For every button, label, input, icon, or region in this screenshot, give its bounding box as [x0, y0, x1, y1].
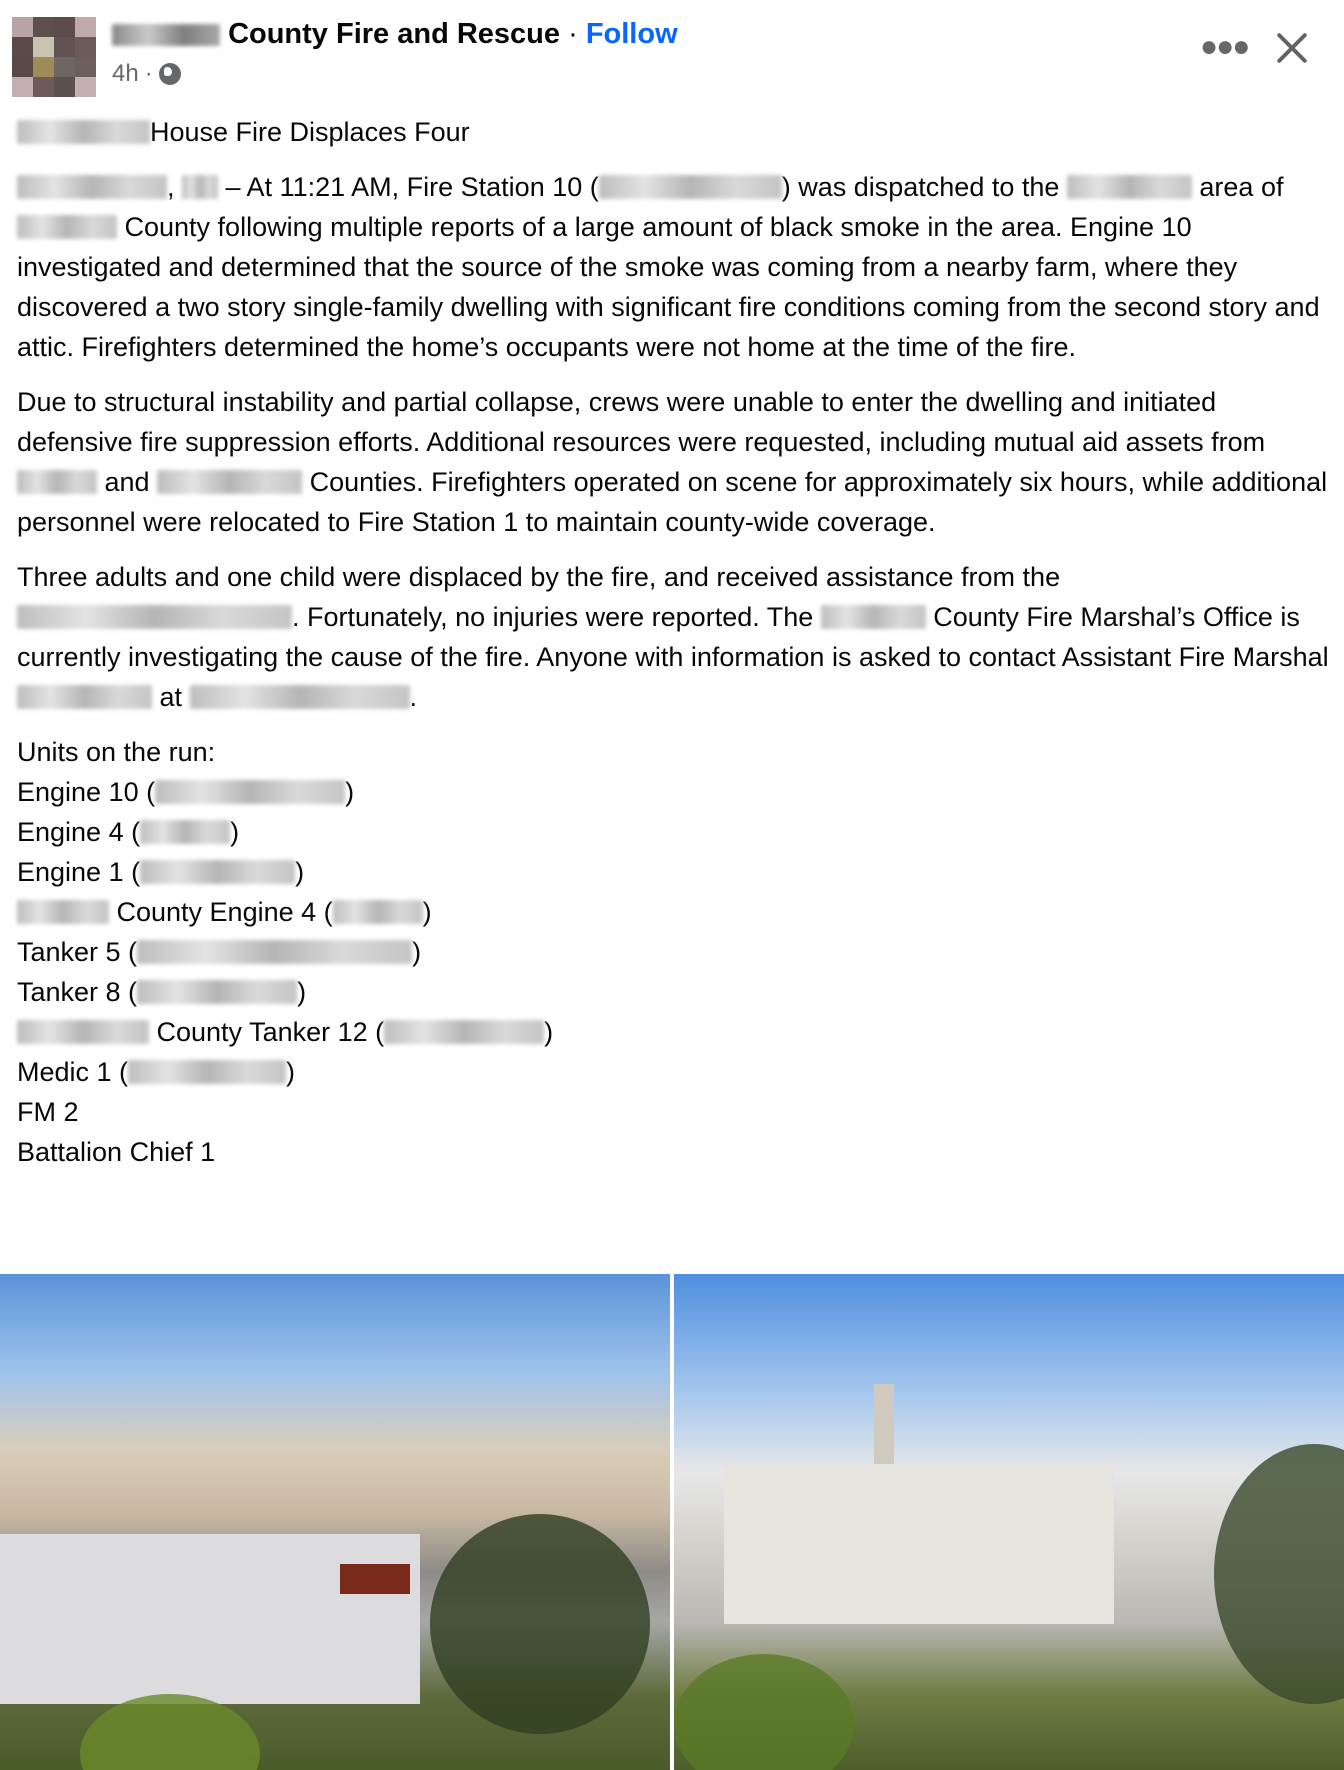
paragraph-3	[17, 557, 1339, 717]
photo-house-fire-1[interactable]	[0, 1274, 670, 1770]
text-segment: Medic 1 (	[17, 1057, 129, 1087]
redacted-text	[17, 900, 109, 924]
text-segment: and	[97, 467, 158, 497]
text-segment: )	[297, 977, 307, 1007]
page-name-link[interactable]: County Fire and Rescue	[228, 18, 561, 50]
text-segment: Counties. Firefighters operated on scene for approximately six hours, while additional personnel were relocated to Fire Station 1 to maintain county-wide coverage.	[17, 467, 1328, 537]
units-list	[17, 732, 1339, 1172]
redacted-text	[190, 685, 410, 709]
text-segment: .	[409, 682, 418, 712]
text-segment: ) was dispatched to the	[781, 172, 1067, 202]
text-segment: – At 11:21 AM, Fire Station 10 (	[218, 172, 599, 202]
unit-item	[17, 932, 1339, 972]
text-segment: . Fortunately, no injuries were reported. The	[292, 602, 821, 632]
redacted-text	[17, 470, 97, 494]
post-body	[17, 112, 1339, 1172]
post-meta	[112, 60, 181, 88]
redacted-text	[137, 940, 412, 964]
text-segment: Engine 1 (	[17, 857, 141, 887]
text-segment: FM 2	[17, 1097, 79, 1127]
redacted-text	[17, 175, 167, 199]
text-segment: at	[152, 682, 190, 712]
follow-button[interactable]: Follow	[585, 18, 678, 50]
redacted-text	[140, 860, 295, 884]
text-segment: )	[412, 937, 422, 967]
unit-item	[17, 892, 1339, 932]
name-separator: ·	[560, 18, 586, 50]
post-time[interactable]: 4h	[112, 60, 139, 87]
redacted-text	[821, 605, 926, 629]
more-options-icon[interactable]: ●●●	[1200, 30, 1249, 63]
text-segment: area of	[1191, 172, 1284, 202]
text-segment: County following multiple reports of a large amount of black smoke in the area. Engine 10 investigated and determined that the source of the smoke was coming from a nearby farm, where they discovered a two story single-family dwelling with significant fire conditions coming from the second story and attic. Firefighters determined the home’s occupants were not home at the time of the fire.	[17, 212, 1320, 362]
redacted-text	[128, 1060, 286, 1084]
text-segment: Three adults and one child were displaced by the fire, and received assistance from the	[17, 562, 1061, 592]
redacted-text	[17, 1020, 149, 1044]
post-title-text: House Fire Displaces Four	[150, 117, 470, 147]
redacted-text	[157, 470, 302, 494]
redacted-text	[137, 980, 297, 1004]
redacted-text	[140, 820, 230, 844]
redacted-text	[333, 900, 423, 924]
photo-house-fire-2[interactable]	[674, 1274, 1344, 1770]
text-segment: County Fire Marshal’s Office is currently investigating the cause of the fire. Anyone with information is asked to contact Assistant Fire Marshal	[17, 602, 1329, 672]
unit-item	[17, 852, 1339, 892]
redacted-text	[182, 175, 218, 199]
text-segment: Due to structural instability and partial collapse, crews were unable to enter the dwelling and initiated defensive fire suppression efforts. Additional resources were requested, including mutual aid assets from	[17, 387, 1266, 457]
text-segment: Engine 10 (	[17, 777, 156, 807]
unit-item	[17, 1132, 1339, 1172]
redacted-text	[17, 215, 117, 239]
photo-grid	[0, 1274, 1344, 1770]
close-icon[interactable]	[1272, 28, 1312, 68]
text-segment: )	[295, 857, 305, 887]
unit-item	[17, 1012, 1339, 1052]
redacted-text	[384, 1020, 544, 1044]
unit-item	[17, 772, 1339, 812]
post-header	[0, 0, 1344, 110]
redacted-text	[1067, 175, 1192, 199]
unit-item	[17, 972, 1339, 1012]
text-segment: )	[286, 1057, 296, 1087]
page-name-line	[112, 18, 678, 51]
paragraph-2	[17, 382, 1339, 542]
text-segment: County Engine 4 (	[109, 897, 333, 927]
redacted-text	[17, 120, 150, 144]
redacted-text	[17, 685, 152, 709]
text-segment: Engine 4 (	[17, 817, 141, 847]
text-segment: Tanker 8 (	[17, 977, 138, 1007]
unit-item	[17, 1052, 1339, 1092]
page-avatar[interactable]	[12, 17, 96, 97]
post-title	[17, 112, 1339, 152]
text-segment: )	[230, 817, 240, 847]
text-segment: )	[345, 777, 355, 807]
text-segment: Tanker 5 (	[17, 937, 138, 967]
text-segment: )	[544, 1017, 554, 1047]
unit-item	[17, 812, 1339, 852]
text-segment: ,	[167, 172, 175, 202]
text-segment: County Tanker 12 (	[149, 1017, 385, 1047]
globe-icon	[159, 63, 181, 85]
redacted-text	[112, 24, 220, 46]
unit-item	[17, 1092, 1339, 1132]
text-segment: )	[422, 897, 432, 927]
redacted-text	[155, 780, 345, 804]
paragraph-1	[17, 167, 1339, 367]
meta-separator: ·	[144, 60, 153, 87]
units-heading: Units on the run:	[17, 737, 216, 767]
redacted-text	[599, 175, 782, 199]
redacted-text	[17, 605, 292, 629]
text-segment: Battalion Chief 1	[17, 1137, 216, 1167]
